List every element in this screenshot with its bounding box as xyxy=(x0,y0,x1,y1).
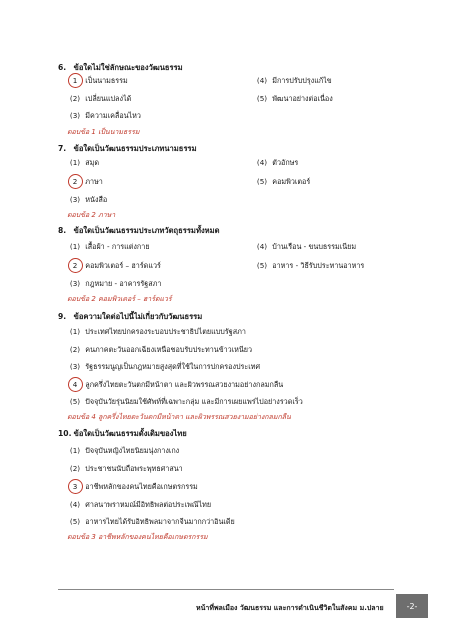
option-mark: (3) xyxy=(69,111,81,120)
option-mark: (1) xyxy=(69,242,81,251)
option-q7-3 xyxy=(67,195,107,205)
option-q8-1 xyxy=(67,242,150,252)
option-text: บ้านเรือน - ขนบธรรมเนียม xyxy=(272,242,357,251)
option-mark: (4) xyxy=(256,242,268,251)
option-text: เป็นนามธรรม xyxy=(85,76,128,85)
option-q10-4 xyxy=(67,500,211,510)
question-text: ข้อใดไม่ใช่ลักษณะของวัฒนธรรม xyxy=(73,63,183,72)
option-mark: (2) xyxy=(69,345,81,354)
option-q8-4 xyxy=(254,242,356,252)
option-text: อาหาร - วิธีรับประทานอาหาร xyxy=(272,261,365,270)
question-7-heading xyxy=(58,143,197,155)
question-text: ข้อใดเป็นวัฒนธรรมประเภทนามธรรม xyxy=(73,144,197,153)
option-q9-1 xyxy=(67,327,246,337)
answer-q10: ตอบข้อ 3 อาชีพหลักของคนไทยคือเกษตรกรรม xyxy=(67,533,208,541)
option-q7-1 xyxy=(67,158,99,168)
option-q9-3 xyxy=(67,362,260,372)
question-8-heading xyxy=(58,225,220,237)
option-mark-circled: 1 xyxy=(67,76,83,86)
option-mark: (2) xyxy=(69,464,81,473)
footer-title: หน้าที่พลเมือง วัฒนธรรม และการดำเนินชีวิตในสังคม ม.ปลาย xyxy=(196,604,384,612)
option-mark-circled: 3 xyxy=(67,482,83,492)
option-text: ภาษา xyxy=(85,177,103,186)
option-text: มีการปรับปรุงแก้ไข xyxy=(272,76,332,85)
option-text: เปลี่ยนแปลงได้ xyxy=(85,94,132,103)
question-number: 6. xyxy=(58,63,67,72)
option-q7-5 xyxy=(254,177,310,187)
option-mark: (2) xyxy=(69,94,81,103)
option-q6-5 xyxy=(254,94,333,104)
option-q10-1 xyxy=(67,446,179,456)
option-text: มีความเคลื่อนไหว xyxy=(85,111,141,120)
option-text: อาชีพหลักของคนไทยคือเกษตรกรรม xyxy=(85,482,198,491)
option-q6-4 xyxy=(254,76,332,86)
option-text: ลูกครึ่งไทยตะวันตกมีหน้าตา และผิวพรรณสวยงามอย่างกลมกลืน xyxy=(85,380,284,389)
option-q9-2 xyxy=(67,345,252,355)
option-q7-4 xyxy=(254,158,298,168)
option-mark: (5) xyxy=(256,261,268,270)
option-text: ตัวอักษร xyxy=(272,158,299,167)
question-number: 8. xyxy=(58,226,67,235)
answer-q9: ตอบข้อ 4 ลูกครึ่งไทยตะวันตกมีหน้าตา และผิวพรรณสวยงามอย่างกลมกลืน xyxy=(67,413,291,421)
option-q8-2 xyxy=(67,261,161,271)
option-text: เสื้อผ้า - การแต่งกาย xyxy=(85,242,150,251)
option-mark: (1) xyxy=(69,446,81,455)
option-text: ประชาชนนับถือพระพุทธศาสนา xyxy=(85,464,183,473)
option-mark: (5) xyxy=(69,517,81,526)
option-q8-5 xyxy=(254,261,364,271)
question-number: 7. xyxy=(58,144,67,153)
option-text: คนภาคตะวันออกเฉียงเหนือชอบรับประทานข้าวเหนียว xyxy=(85,345,253,354)
option-mark-circled: 4 xyxy=(67,380,83,390)
option-mark: (3) xyxy=(69,195,81,204)
option-q9-4 xyxy=(67,380,283,390)
question-number: 9. xyxy=(58,312,67,321)
question-9-heading xyxy=(58,311,202,323)
question-text: ข้อใดเป็นวัฒนธรรมประเภทวัตถุธรรมทั้งหมด xyxy=(73,226,220,235)
option-text: หนังสือ xyxy=(85,195,108,204)
option-text: คอมพิวเตอร์ – ฮาร์ดแวร์ xyxy=(85,261,161,270)
option-mark: (1) xyxy=(69,158,81,167)
option-q10-3 xyxy=(67,482,198,492)
option-mark: (4) xyxy=(69,500,81,509)
option-text: กฎหมาย - อาคารรัฐสภา xyxy=(85,279,162,288)
option-mark-circled: 2 xyxy=(67,261,83,271)
option-mark: (3) xyxy=(69,279,81,288)
footer-divider xyxy=(58,589,394,590)
option-q10-2 xyxy=(67,464,183,474)
question-text: ข้อใดเป็นวัฒนธรรมดั้งเดิมของไทย xyxy=(73,429,187,438)
option-q8-3 xyxy=(67,279,161,289)
option-text: รัฐธรรมนูญเป็นกฎหมายสูงสุดที่ใช้ในการปกครองประเทศ xyxy=(85,362,261,371)
option-mark: (5) xyxy=(256,177,268,186)
option-text: ปัจจุบันหญิงไทยนิยมนุ่งกางเกง xyxy=(85,446,180,455)
option-q6-1 xyxy=(67,76,128,86)
question-10-heading xyxy=(58,428,187,440)
answer-q7: ตอบข้อ 2 ภาษา xyxy=(67,211,116,219)
option-text: พัฒนาอย่างต่อเนื่อง xyxy=(272,94,333,103)
option-q6-2 xyxy=(67,94,131,104)
option-text: ปัจจุบันวัยรุ่นนิยมใช้ศัพท์ที่เฉพาะกลุ่ม และมีการเผยแพร่ไปอย่างรวดเร็ว xyxy=(85,397,303,406)
option-text: ประเทศไทยปกครองระบอบประชาธิปไตยแบบรัฐสภา xyxy=(85,327,246,336)
option-q6-3 xyxy=(67,111,141,121)
option-mark: (1) xyxy=(69,327,81,336)
option-text: คอมพิวเตอร์ xyxy=(272,177,311,186)
page-number-tab xyxy=(396,594,428,618)
option-mark: (4) xyxy=(256,76,268,85)
option-q9-5 xyxy=(67,397,303,407)
option-q7-2 xyxy=(67,177,103,187)
page-number: -2- xyxy=(406,601,418,611)
option-text: สมุด xyxy=(85,158,100,167)
question-number: 10. xyxy=(58,429,72,438)
option-mark: (4) xyxy=(256,158,268,167)
answer-q8: ตอบข้อ 2 คอมพิวเตอร์ – ฮาร์ดแวร์ xyxy=(67,295,172,303)
option-q10-5 xyxy=(67,517,235,527)
option-mark-circled: 2 xyxy=(67,177,83,187)
option-mark: (5) xyxy=(69,397,81,406)
option-mark: (3) xyxy=(69,362,81,371)
option-text: ศาลนาพราหมณ์มีอิทธิพลต่อประเพณีไทย xyxy=(85,500,212,509)
answer-q6: ตอบข้อ 1 เป็นนามธรรม xyxy=(67,128,140,136)
question-text: ข้อความใดต่อไปนี้ไม่เกี่ยวกับวัฒนธรรม xyxy=(73,312,203,321)
option-text: อาหารไทยได้รับอิทธิพลมาจากจีนมากกว่าอินเดีย xyxy=(85,517,235,526)
option-mark: (5) xyxy=(256,94,268,103)
